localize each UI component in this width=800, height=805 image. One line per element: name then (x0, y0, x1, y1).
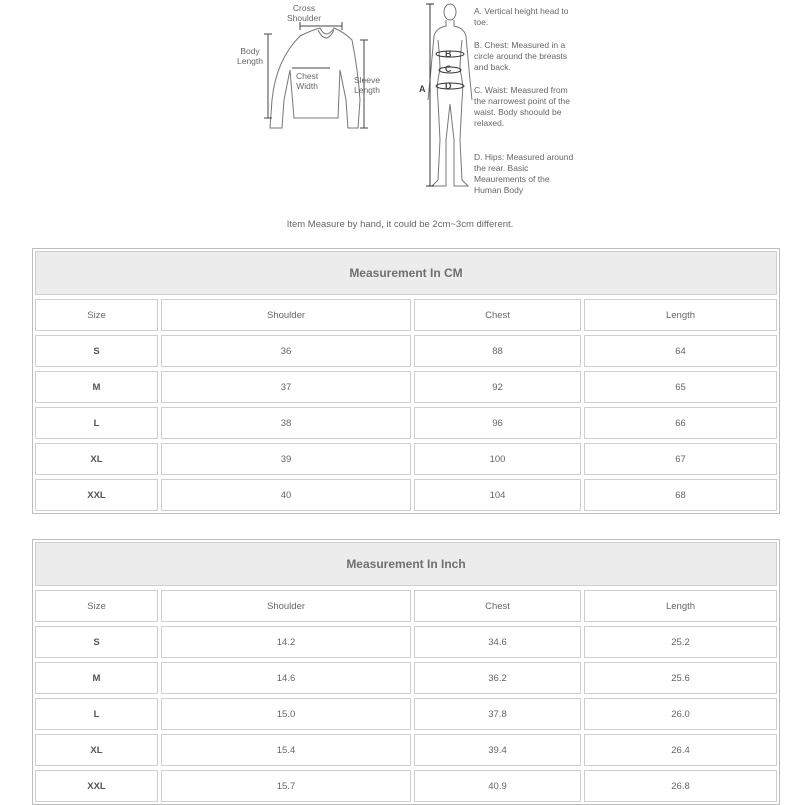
cell-chest: 100 (414, 443, 581, 475)
cell-chest: 40.9 (414, 770, 581, 802)
table-row (35, 371, 777, 403)
cell-chest: 37.8 (414, 698, 581, 730)
table-row (35, 443, 777, 475)
cell-size: L (35, 407, 158, 439)
cell-length: 25.6 (584, 662, 777, 694)
table-row (35, 734, 777, 766)
cell-shoulder: 14.6 (161, 662, 411, 694)
header-chest: Chest (414, 590, 581, 622)
cell-length: 25.2 (584, 626, 777, 658)
header-size: Size (35, 299, 158, 331)
cell-size: L (35, 698, 158, 730)
cell-size: M (35, 662, 158, 694)
cell-shoulder: 39 (161, 443, 411, 475)
table-header-row (35, 590, 777, 622)
cell-shoulder: 40 (161, 479, 411, 511)
label-chest-width: Chest Width (296, 71, 319, 91)
label-cross-shoulder: Cross Shoulder (287, 3, 322, 23)
note-c: C. Waist: Measured from the narrowest point of the waist. Body shoould be relaxed. (474, 85, 570, 128)
cell-length: 26.8 (584, 770, 777, 802)
cell-chest: 34.6 (414, 626, 581, 658)
letter-c: C (445, 64, 452, 74)
note-a: A. Vertical height head to toe. (474, 6, 569, 27)
cell-shoulder: 38 (161, 407, 411, 439)
cell-length: 67 (584, 443, 777, 475)
table-header-row (35, 299, 777, 331)
cell-shoulder: 15.7 (161, 770, 411, 802)
cell-size: S (35, 626, 158, 658)
label-sleeve-length: Sleeve Length (354, 75, 380, 95)
table-row (35, 662, 777, 694)
cell-shoulder: 15.0 (161, 698, 411, 730)
letter-d: D (445, 81, 452, 91)
table-title: Measurement In CM (35, 251, 777, 295)
letter-b: B (445, 49, 452, 59)
cell-length: 26.0 (584, 698, 777, 730)
header-size: Size (35, 590, 158, 622)
cell-chest: 92 (414, 371, 581, 403)
cell-shoulder: 37 (161, 371, 411, 403)
cell-length: 26.4 (584, 734, 777, 766)
table-row (35, 626, 777, 658)
cell-chest: 96 (414, 407, 581, 439)
cell-length: 68 (584, 479, 777, 511)
cell-chest: 88 (414, 335, 581, 367)
letter-a: A (419, 84, 426, 94)
measurement-diagram (0, 0, 800, 240)
cell-size: XL (35, 443, 158, 475)
cell-length: 64 (584, 335, 777, 367)
header-chest: Chest (414, 299, 581, 331)
cell-chest: 39.4 (414, 734, 581, 766)
header-length: Length (584, 590, 777, 622)
cell-length: 65 (584, 371, 777, 403)
cell-shoulder: 36 (161, 335, 411, 367)
cell-length: 66 (584, 407, 777, 439)
header-shoulder: Shoulder (161, 299, 411, 331)
table-row (35, 698, 777, 730)
note-d: D. Hips: Measured around the rear. Basic Meaurements of the Human Body (474, 152, 574, 195)
garment-and-body-illustration (0, 0, 800, 215)
cell-shoulder: 15.4 (161, 734, 411, 766)
cell-size: XXL (35, 770, 158, 802)
cell-size: XL (35, 734, 158, 766)
header-length: Length (584, 299, 777, 331)
measure-caption: Item Measure by hand, it could be 2cm~3cm different. (286, 219, 514, 230)
table-row (35, 770, 777, 802)
cell-size: S (35, 335, 158, 367)
note-b: B. Chest: Measured in a circle around the breasts and back. (474, 40, 568, 72)
table-cm (32, 248, 780, 514)
table-title: Measurement In Inch (35, 542, 777, 586)
cell-chest: 104 (414, 479, 581, 511)
label-body-length: Body Length (237, 46, 263, 66)
body-figure (428, 4, 472, 186)
cell-size: M (35, 371, 158, 403)
cell-size: XXL (35, 479, 158, 511)
table-row (35, 479, 777, 511)
cell-chest: 36.2 (414, 662, 581, 694)
table-row (35, 407, 777, 439)
table-inch (32, 539, 780, 805)
table-row (35, 335, 777, 367)
cell-shoulder: 14.2 (161, 626, 411, 658)
header-shoulder: Shoulder (161, 590, 411, 622)
